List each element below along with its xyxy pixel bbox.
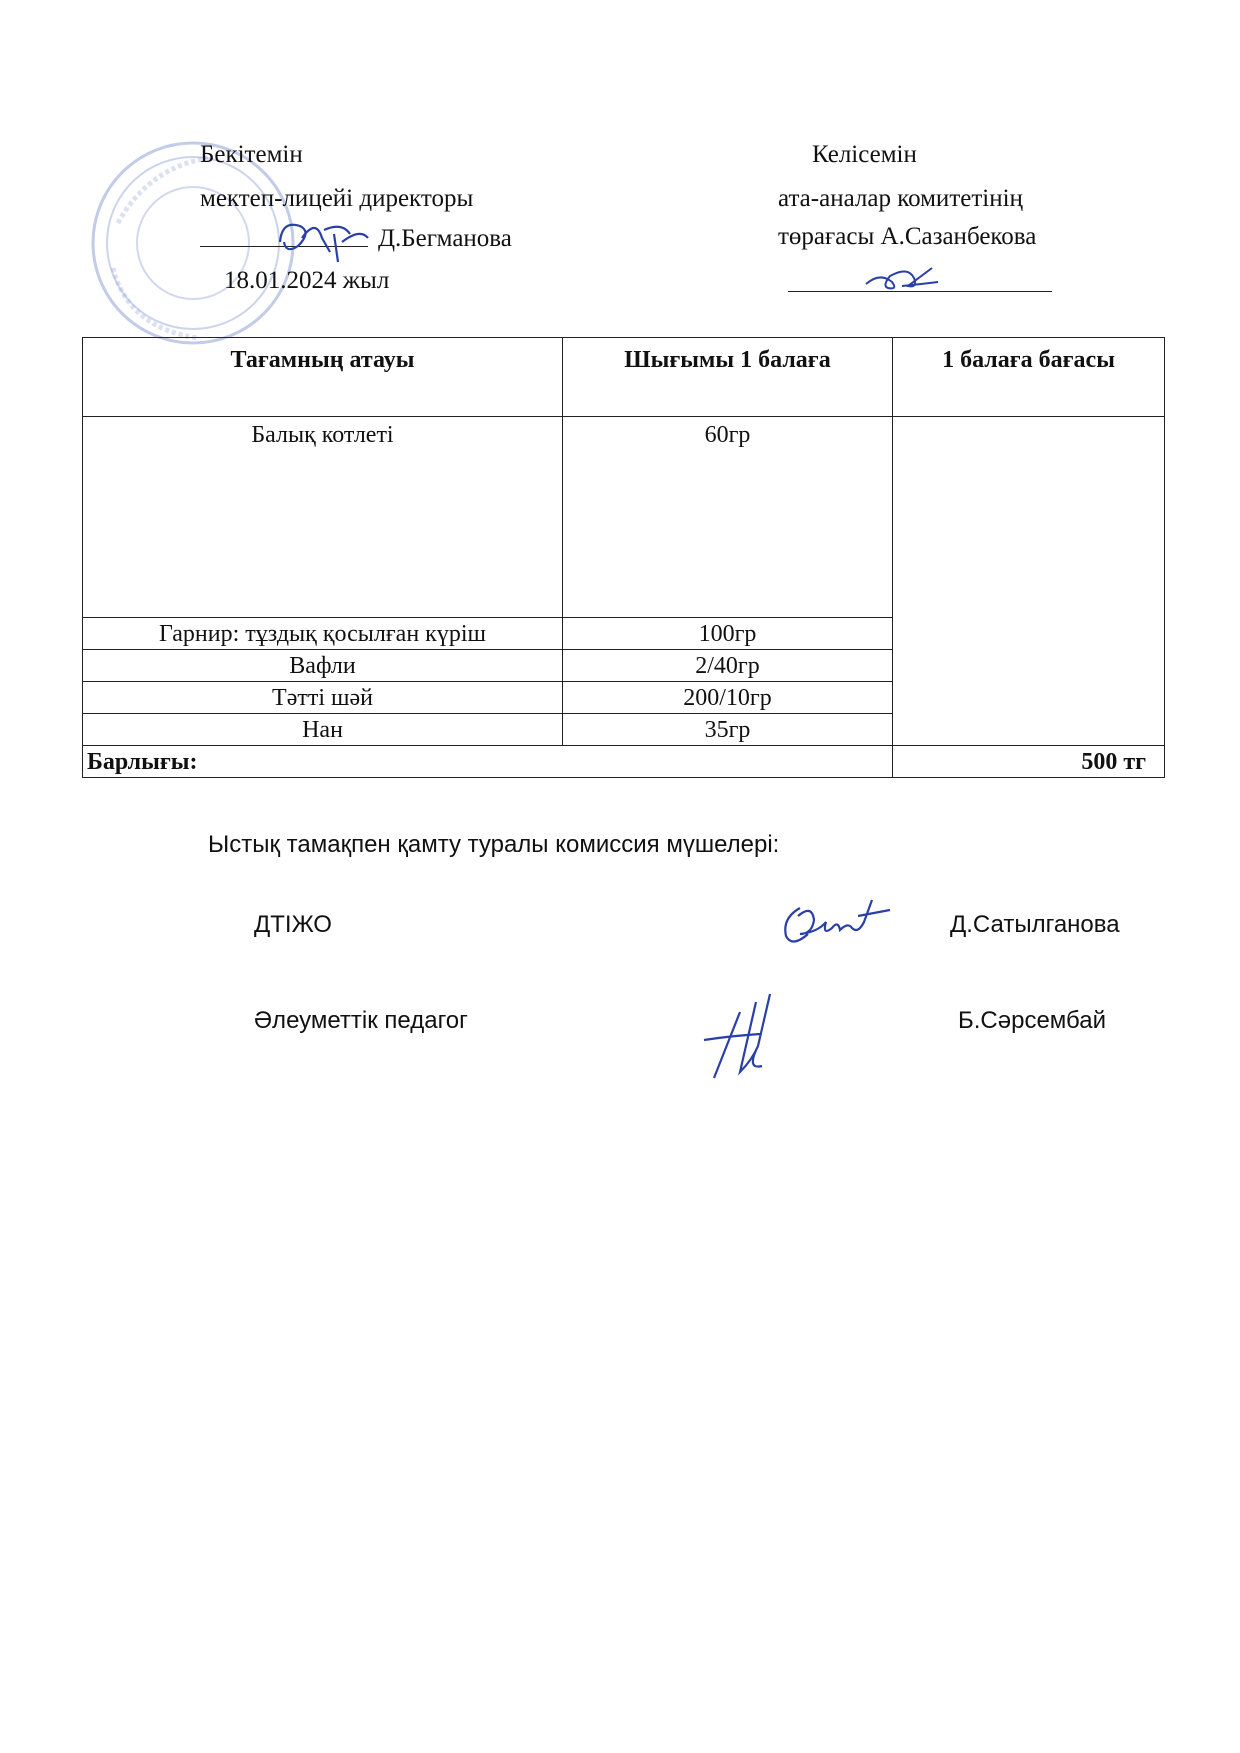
member-name: Д.Сатылганова bbox=[950, 911, 1120, 938]
agree-title: Келісемін bbox=[812, 141, 917, 168]
header-price: 1 балаға бағасы bbox=[893, 338, 1165, 417]
approve-date: 18.01.2024 жыл bbox=[224, 267, 390, 294]
member-name: Б.Сәрсембай bbox=[958, 1007, 1106, 1034]
dish-portion: 60гр bbox=[563, 417, 893, 618]
director-name: Д.Бегманова bbox=[378, 225, 512, 252]
approve-title: Бекітемін bbox=[200, 141, 303, 168]
header-portion: Шығымы 1 балаға bbox=[563, 338, 893, 417]
member-signature-icon bbox=[778, 894, 898, 952]
price-cell bbox=[893, 417, 1165, 746]
menu-table bbox=[82, 337, 1165, 778]
director-signature-icon bbox=[272, 212, 372, 264]
total-label: Барлығы: bbox=[83, 746, 893, 778]
member-role: Әлеуметтік педагог bbox=[254, 1007, 468, 1034]
table-header-row bbox=[83, 338, 1165, 417]
dish-name: Балық котлеті bbox=[83, 417, 563, 618]
total-value: 500 тг bbox=[893, 746, 1165, 778]
agree-name-line: төрағасы А.Сазанбекова bbox=[778, 223, 1037, 250]
table-row bbox=[83, 417, 1165, 618]
dish-name: Гарнир: тұздық қосылған күріш bbox=[83, 618, 563, 650]
committee-signature-icon bbox=[862, 262, 942, 294]
commission-heading: Ыстық тамақпен қамту туралы комиссия мүшелері: bbox=[208, 831, 780, 858]
member-role: ДТІЖО bbox=[254, 911, 332, 938]
dish-portion: 100гр bbox=[563, 618, 893, 650]
table-total-row bbox=[83, 746, 1165, 778]
dish-name: Тәтті шәй bbox=[83, 682, 563, 714]
header-dish-name: Тағамның атауы bbox=[83, 338, 563, 417]
dish-portion: 200/10гр bbox=[563, 682, 893, 714]
dish-name: Нан bbox=[83, 714, 563, 746]
member-signature-icon bbox=[700, 992, 790, 1082]
dish-portion: 2/40гр bbox=[563, 650, 893, 682]
dish-name: Вафли bbox=[83, 650, 563, 682]
agree-position: ата-аналар комитетінің bbox=[778, 185, 1023, 212]
dish-portion: 35гр bbox=[563, 714, 893, 746]
approve-position: мектеп-лицейі директоры bbox=[200, 185, 474, 212]
